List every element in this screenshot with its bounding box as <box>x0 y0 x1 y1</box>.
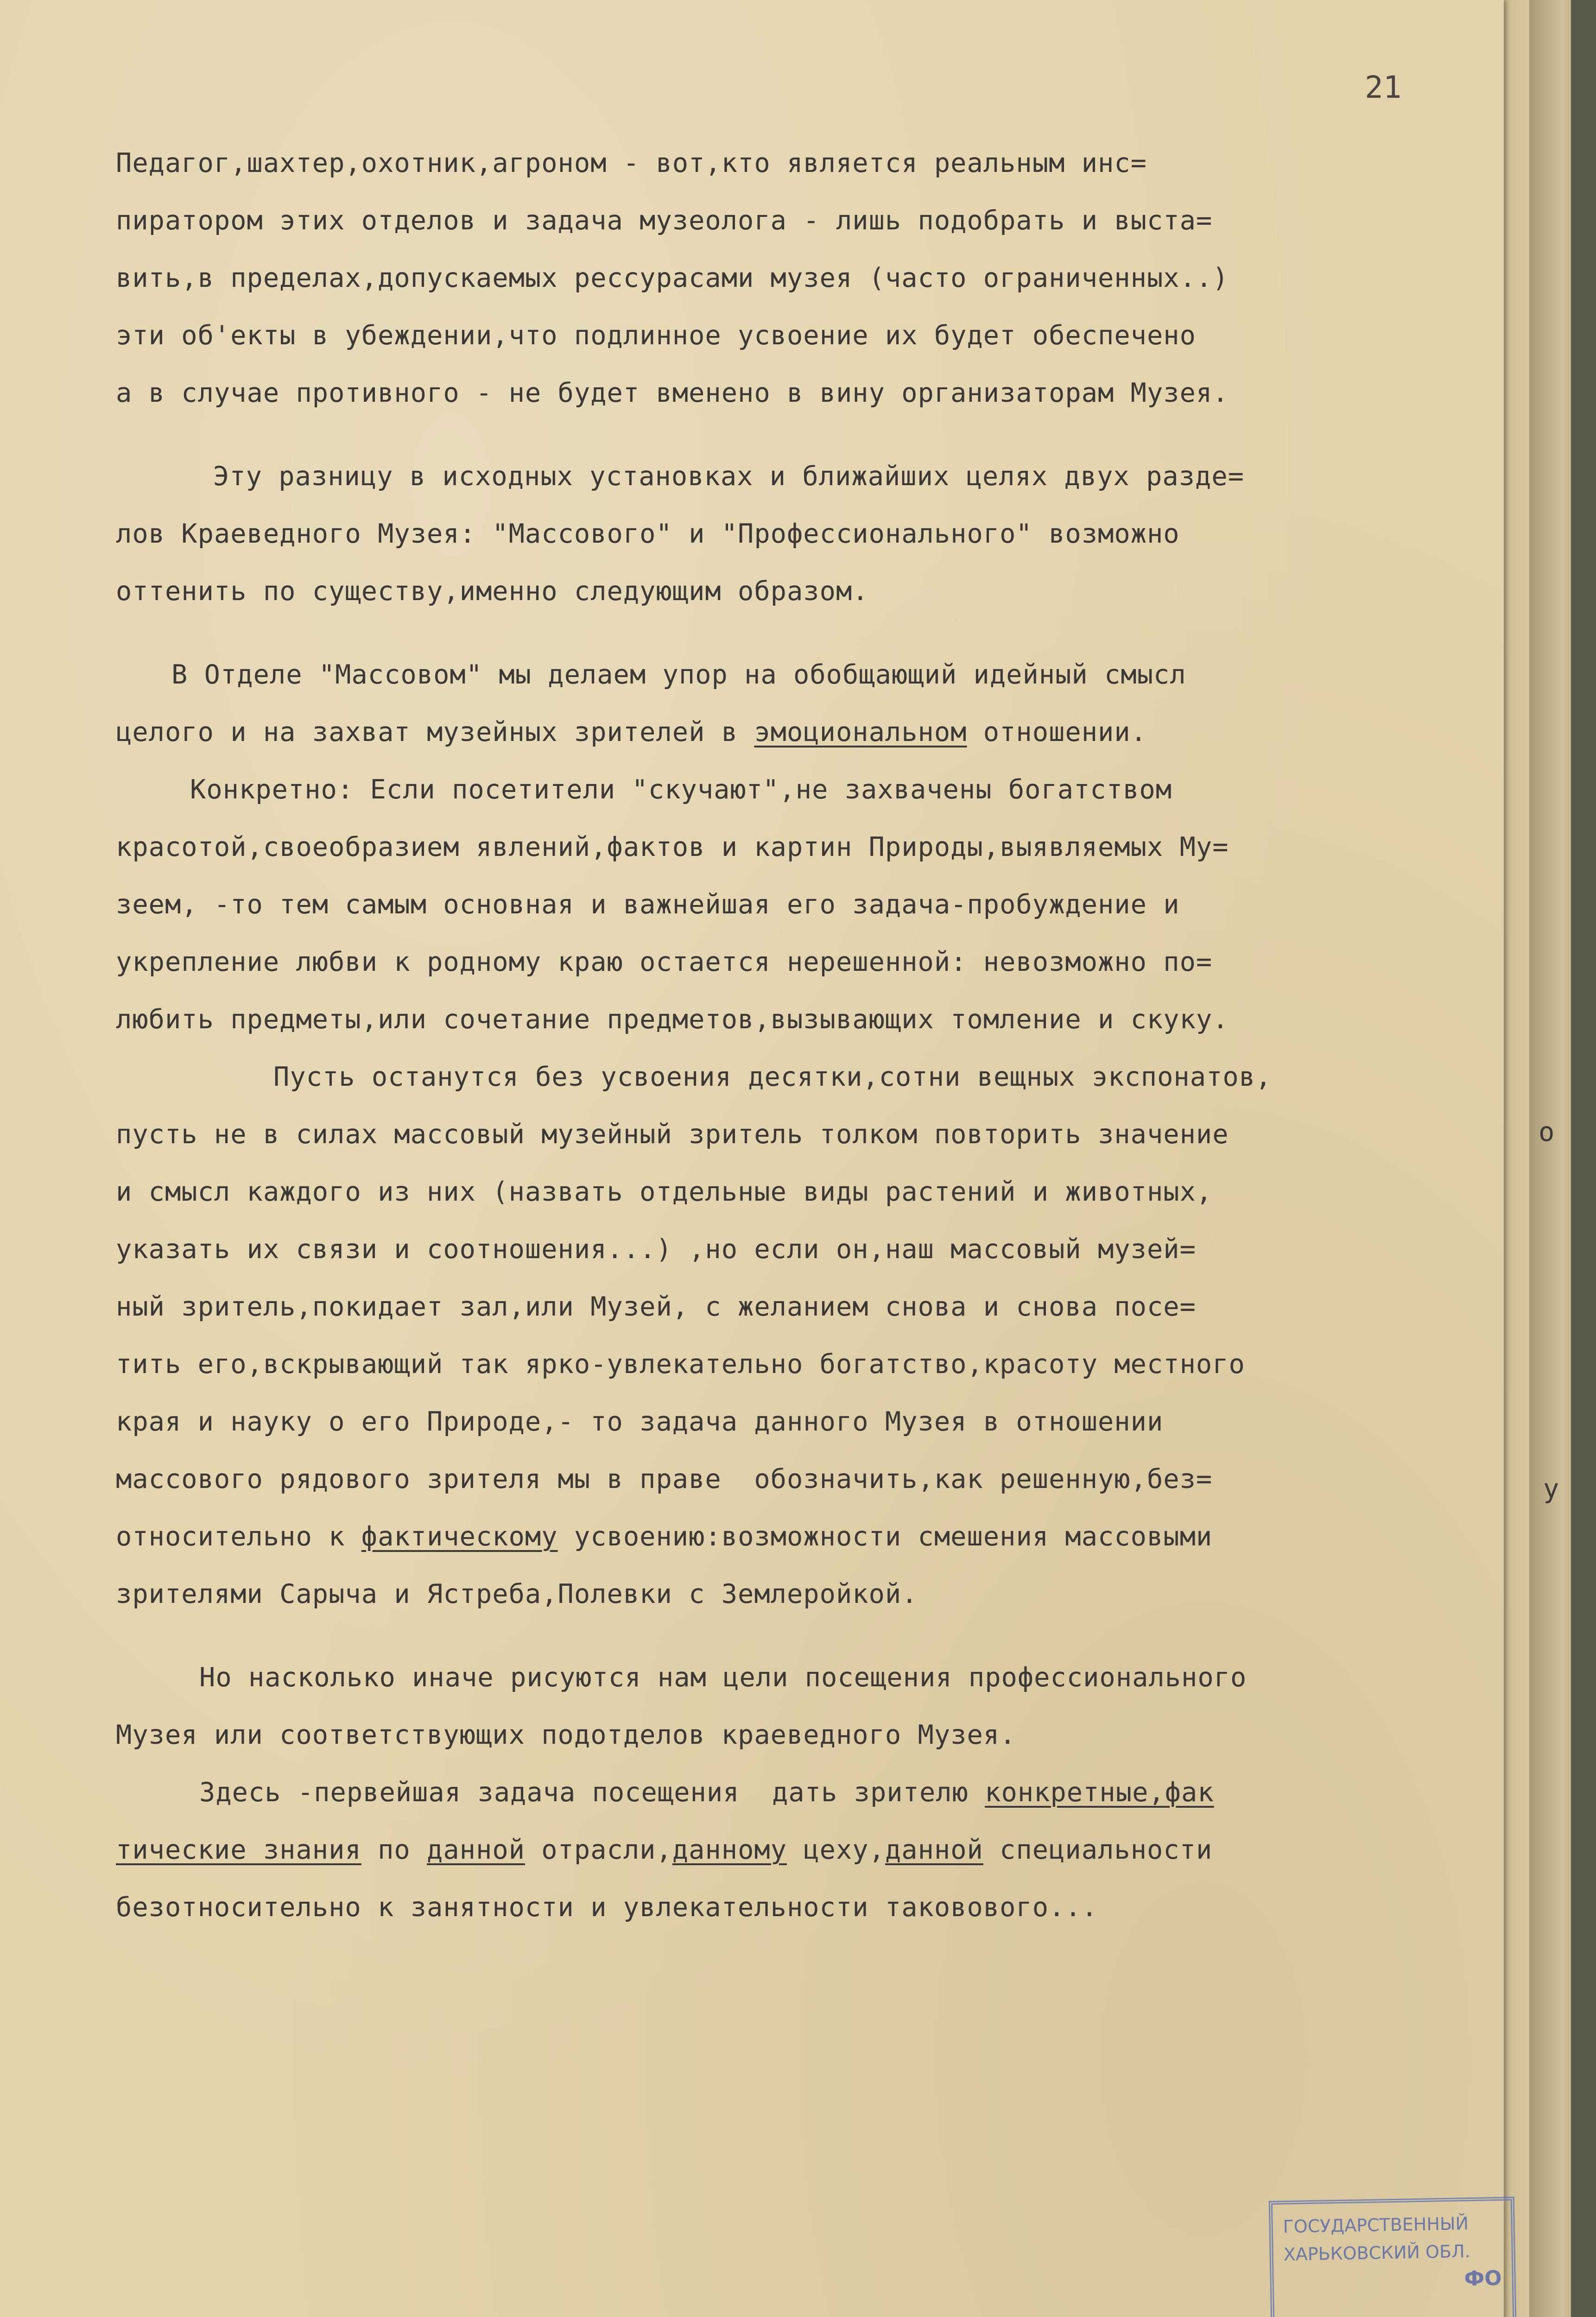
text-segment: специальности <box>983 1835 1213 1865</box>
text-line: вить,в пределах,допускаемых рессурасами музея (часто ограниченных..) <box>116 263 1229 293</box>
text-line: зеем, -то тем самым основная и важнейшая его задача-пробуждение и <box>116 889 1180 920</box>
archive-stamp <box>1269 2197 1517 2317</box>
underlined-word: конкретные,фак <box>985 1777 1214 1808</box>
text-line <box>116 1821 1488 1879</box>
text-line: пусть не в силах массовый музейный зритель толком повторить значение <box>116 1119 1229 1150</box>
text-line: оттенить по существу,именно следующим образом. <box>116 576 869 607</box>
text-line: Эту разницу в исходных установках и ближайших целях двух разде= <box>213 461 1244 492</box>
text-segment: цеху, <box>787 1835 885 1865</box>
text-line <box>116 1764 1488 1821</box>
text-line: Пусть останутся без усвоения десятки,сотни вещных экспонатов, <box>273 1062 1272 1092</box>
paragraph-4 <box>116 761 1488 1048</box>
underlined-word: фактическому <box>361 1521 558 1552</box>
text-segment: Здесь -первейшая задача посещения дать зрителю <box>199 1777 985 1808</box>
text-segment: относительно к <box>116 1521 361 1552</box>
text-segment: отрасли, <box>525 1835 672 1865</box>
text-line: любить предметы,или сочетание предметов,вызывающих томление и скуку. <box>116 1004 1229 1035</box>
text-line: а в случае противного - не будет вменено в вину организаторам Музея. <box>116 378 1229 408</box>
margin-mark: о <box>1539 1117 1555 1147</box>
text-line: зрителями Сарыча и Ястреба,Полевки с Землеройкой. <box>116 1579 918 1609</box>
underlined-word: данной <box>885 1835 983 1865</box>
paragraph-7 <box>116 1764 1488 1936</box>
text-line: Музея или соответствующих подотделов краеведного Музея. <box>116 1720 1016 1750</box>
paragraph-5 <box>116 1048 1488 1623</box>
text-line <box>116 703 1488 761</box>
text-line: красотой,своеобразием явлений,фактов и картин Природы,выявляемых Му= <box>116 832 1229 862</box>
text-segment: по <box>361 1835 427 1865</box>
text-line: безотносительно к занятности и увлекательности таковового... <box>116 1892 1098 1923</box>
underlined-word: данному <box>672 1835 787 1865</box>
text-line: ный зритель,покидает зал,или Музей, с желанием снова и снова посе= <box>116 1291 1196 1322</box>
text-segment: целого и на захват музейных зрителей в <box>116 717 754 747</box>
text-segment: отношении. <box>967 717 1147 747</box>
underlined-word: тические знания <box>116 1835 361 1865</box>
text-line: укрепление любви к родному краю остается нерешенной: невозможно по= <box>116 947 1213 977</box>
paragraph-1 <box>116 134 1488 422</box>
text-line: эти об'екты в убеждении,что подлинное усвоение их будет обеспечено <box>116 320 1196 351</box>
underlined-word: данной <box>427 1835 525 1865</box>
margin-mark: у <box>1543 1474 1559 1504</box>
text-line: Конкретно: Если посетители "скучают",не захвачены богатством <box>190 774 1172 805</box>
page-number: 21 <box>1365 70 1402 105</box>
text-line: массового рядового зрителя мы в праве обозначить,как решенную,без= <box>116 1464 1213 1494</box>
page-edge-shadow <box>1571 0 1596 2317</box>
paragraph-2 <box>116 448 1488 620</box>
text-line: тить его,вскрывающий так ярко-увлекательно богатство,красоту местного <box>116 1349 1245 1380</box>
stamp-line: ГОСУДАРСТВЕННЫЙ <box>1283 2213 1469 2237</box>
text-line: В Отделе "Массовом" мы делаем упор на обобщающий идейный смысл <box>171 659 1186 690</box>
text-line: края и науку о его Природе,- то задача данного Музея в отношении <box>116 1406 1164 1437</box>
text-line: указать их связи и соотношения...) ,но если он,наш массовый музей= <box>116 1234 1196 1265</box>
text-line: пиратором этих отделов и задача музеолога - лишь подобрать и выста= <box>116 205 1213 236</box>
text-line: Педагог,шахтер,охотник,агроном - вот,кто является реальным инс= <box>116 148 1147 178</box>
underlined-word: эмоциональном <box>754 717 967 747</box>
stamp-line: ФО <box>1464 2266 1502 2291</box>
typewritten-text <box>116 134 1488 1936</box>
text-line <box>116 1508 1488 1565</box>
paragraph-6 <box>116 1649 1488 1764</box>
text-line: Но насколько иначе рисуются нам цели посещения профессионального <box>199 1662 1247 1693</box>
stamp-line: ХАРЬКОВСКИЙ ОБЛ. <box>1283 2241 1471 2265</box>
text-line: и смысл каждого из них (назвать отдельные виды растений и животных, <box>116 1177 1213 1207</box>
text-line: лов Краеведного Музея: "Массового" и "Профессионального" возможно <box>116 519 1180 549</box>
paragraph-3 <box>116 646 1488 761</box>
text-segment: усвоению:возможности смешения массовыми <box>557 1521 1213 1552</box>
